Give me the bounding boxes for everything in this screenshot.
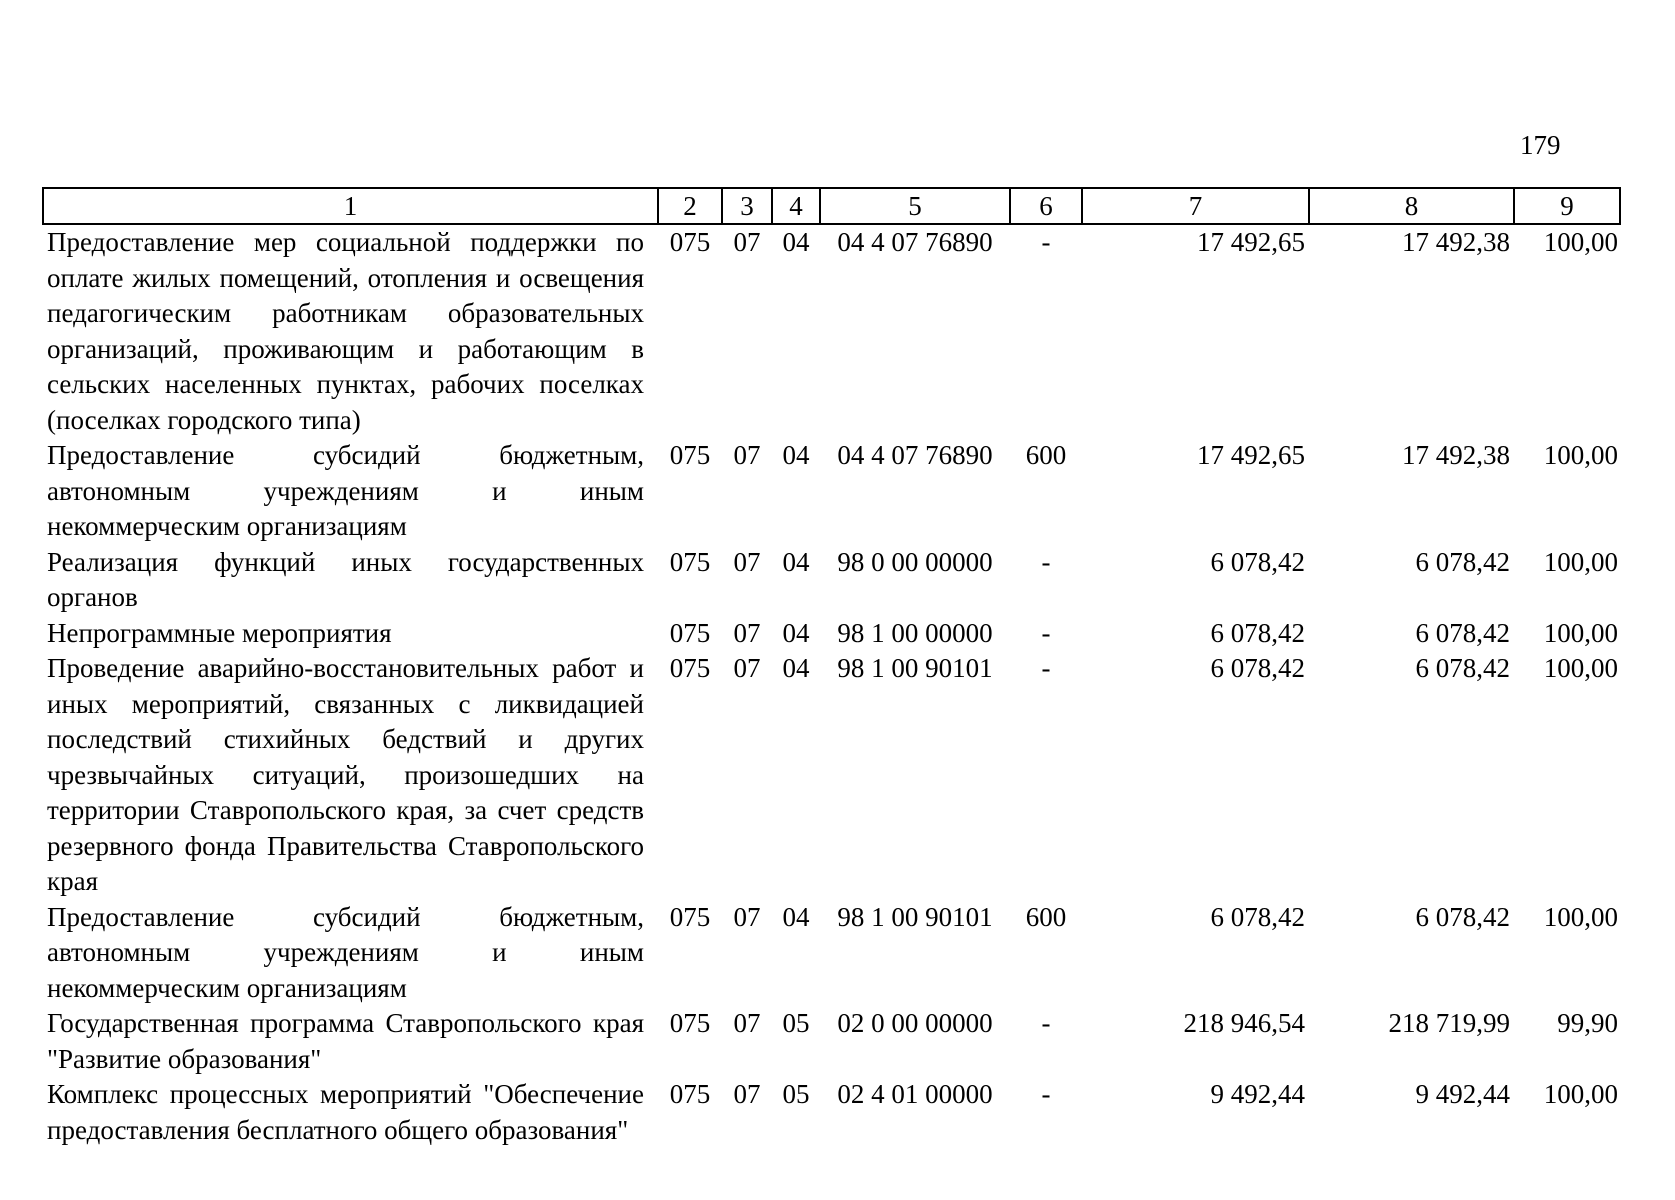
row-planned-amount: 9 492,44	[1210, 1079, 1305, 1109]
row-planned-amount: 218 946,54	[1183, 1008, 1305, 1038]
row-ministry-code: 075	[669, 546, 711, 577]
row-section-code: 07	[733, 653, 761, 683]
row-name: Реализация функций иных государственных органов	[47, 546, 644, 612]
row-section-code: 07	[733, 440, 761, 470]
row-name: Предоставление субсидий бюджетным, автономным учреждениям и иным некоммерческим организациям	[47, 440, 644, 541]
row-subsection-code: 05	[782, 1079, 810, 1109]
row-target-code: 02 0 00 00000	[837, 1008, 993, 1038]
row-section-code: 07	[733, 227, 761, 257]
row-subsection-code: 05	[782, 1008, 810, 1038]
row-actual-amount: 17 492,38	[1402, 227, 1510, 257]
row-planned-amount: 17 492,65	[1197, 440, 1305, 470]
table-header-row	[43, 188, 1620, 224]
table-row	[43, 545, 1620, 616]
column-header-1: 1	[43, 188, 658, 224]
column-header-3: 3	[722, 188, 772, 224]
page-number: 179	[1520, 130, 1561, 160]
row-subsection-code: 04	[782, 617, 810, 648]
row-ministry-code: 075	[669, 1079, 711, 1109]
column-header-8: 8	[1309, 188, 1514, 224]
row-percent: 100,00	[1543, 653, 1618, 683]
column-header-6: 6	[1010, 188, 1082, 224]
row-target-code: 04 4 07 76890	[837, 440, 993, 470]
row-name: Государственная программа Ставропольского края "Развитие образования"	[47, 1008, 644, 1074]
row-planned-amount: 17 492,65	[1197, 227, 1305, 257]
row-percent: 100,00	[1543, 901, 1618, 932]
table-row	[43, 651, 1620, 900]
row-percent: 100,00	[1543, 227, 1618, 257]
row-subsection-code: 04	[782, 653, 810, 683]
row-target-code: 98 1 00 90101	[837, 901, 993, 932]
row-section-code: 07	[733, 1079, 761, 1109]
table-row	[43, 1006, 1620, 1077]
row-actual-amount: 17 492,38	[1402, 440, 1510, 470]
row-target-code: 98 1 00 00000	[837, 617, 993, 648]
row-ministry-code: 075	[669, 653, 711, 683]
row-actual-amount: 9 492,44	[1415, 1079, 1510, 1109]
row-expense-type: -	[1041, 1079, 1051, 1109]
table-row	[43, 438, 1620, 545]
row-expense-type: -	[1041, 653, 1051, 683]
row-actual-amount: 6 078,42	[1415, 617, 1510, 648]
row-section-code: 07	[733, 901, 761, 932]
row-actual-amount: 6 078,42	[1415, 901, 1510, 932]
row-target-code: 02 4 01 00000	[837, 1079, 993, 1109]
row-expense-type: -	[1041, 617, 1051, 648]
row-actual-amount: 218 719,99	[1388, 1008, 1510, 1038]
table-row	[43, 616, 1620, 652]
row-name: Предоставление мер социальной поддержки по оплате жилых помещений, отопления и освещения педагогическим работникам образовательных организаций, проживающим и работающим в сельских населенных пунктах, рабочих поселках (поселках городского типа)	[47, 227, 644, 435]
row-subsection-code: 04	[782, 227, 810, 257]
row-percent: 100,00	[1543, 440, 1618, 470]
row-expense-type: -	[1041, 227, 1051, 257]
row-expense-type: -	[1041, 546, 1051, 577]
row-ministry-code: 075	[669, 227, 711, 257]
column-header-7: 7	[1082, 188, 1309, 224]
row-planned-amount: 6 078,42	[1210, 546, 1305, 577]
row-ministry-code: 075	[669, 440, 711, 470]
row-planned-amount: 6 078,42	[1210, 901, 1305, 932]
column-header-2: 2	[658, 188, 722, 224]
row-name: Проведение аварийно-восстановительных работ и иных мероприятий, связанных с ликвидацией последствий стихийных бедствий и других чрезвычайных ситуаций, произошедших на территории Ставропольского края, за счет средств резервного фонда Правительства Ставропольского края	[47, 653, 644, 896]
row-planned-amount: 6 078,42	[1210, 653, 1305, 683]
table-row	[43, 900, 1620, 1007]
row-percent: 99,90	[1557, 1008, 1618, 1038]
row-percent: 100,00	[1543, 1079, 1618, 1109]
row-section-code: 07	[733, 617, 761, 648]
row-target-code: 98 1 00 90101	[837, 653, 993, 683]
row-planned-amount: 6 078,42	[1210, 617, 1305, 648]
table-row	[43, 1077, 1620, 1148]
row-subsection-code: 04	[782, 901, 810, 932]
row-ministry-code: 075	[669, 901, 711, 932]
row-percent: 100,00	[1543, 546, 1618, 577]
row-ministry-code: 075	[669, 1008, 711, 1038]
row-name: Непрограммные мероприятия	[47, 617, 392, 648]
row-name: Комплекс процессных мероприятий "Обеспечение предоставления бесплатного общего образования"	[47, 1079, 644, 1145]
table-row	[43, 224, 1620, 438]
row-actual-amount: 6 078,42	[1415, 546, 1510, 577]
row-section-code: 07	[733, 546, 761, 577]
row-section-code: 07	[733, 1008, 761, 1038]
row-subsection-code: 04	[782, 440, 810, 470]
row-target-code: 98 0 00 00000	[837, 546, 993, 577]
row-percent: 100,00	[1543, 617, 1618, 648]
row-expense-type: 600	[1025, 440, 1067, 470]
row-name: Предоставление субсидий бюджетным, автономным учреждениям и иным некоммерческим организациям	[47, 901, 644, 1003]
row-actual-amount: 6 078,42	[1415, 653, 1510, 683]
column-header-9: 9	[1514, 188, 1620, 224]
row-expense-type: -	[1041, 1008, 1051, 1038]
row-subsection-code: 04	[782, 546, 810, 577]
column-header-5: 5	[820, 188, 1010, 224]
column-header-4: 4	[772, 188, 820, 224]
budget-table	[42, 187, 1621, 1148]
row-target-code: 04 4 07 76890	[837, 227, 993, 257]
row-ministry-code: 075	[669, 617, 711, 648]
row-expense-type: 600	[1025, 901, 1067, 932]
